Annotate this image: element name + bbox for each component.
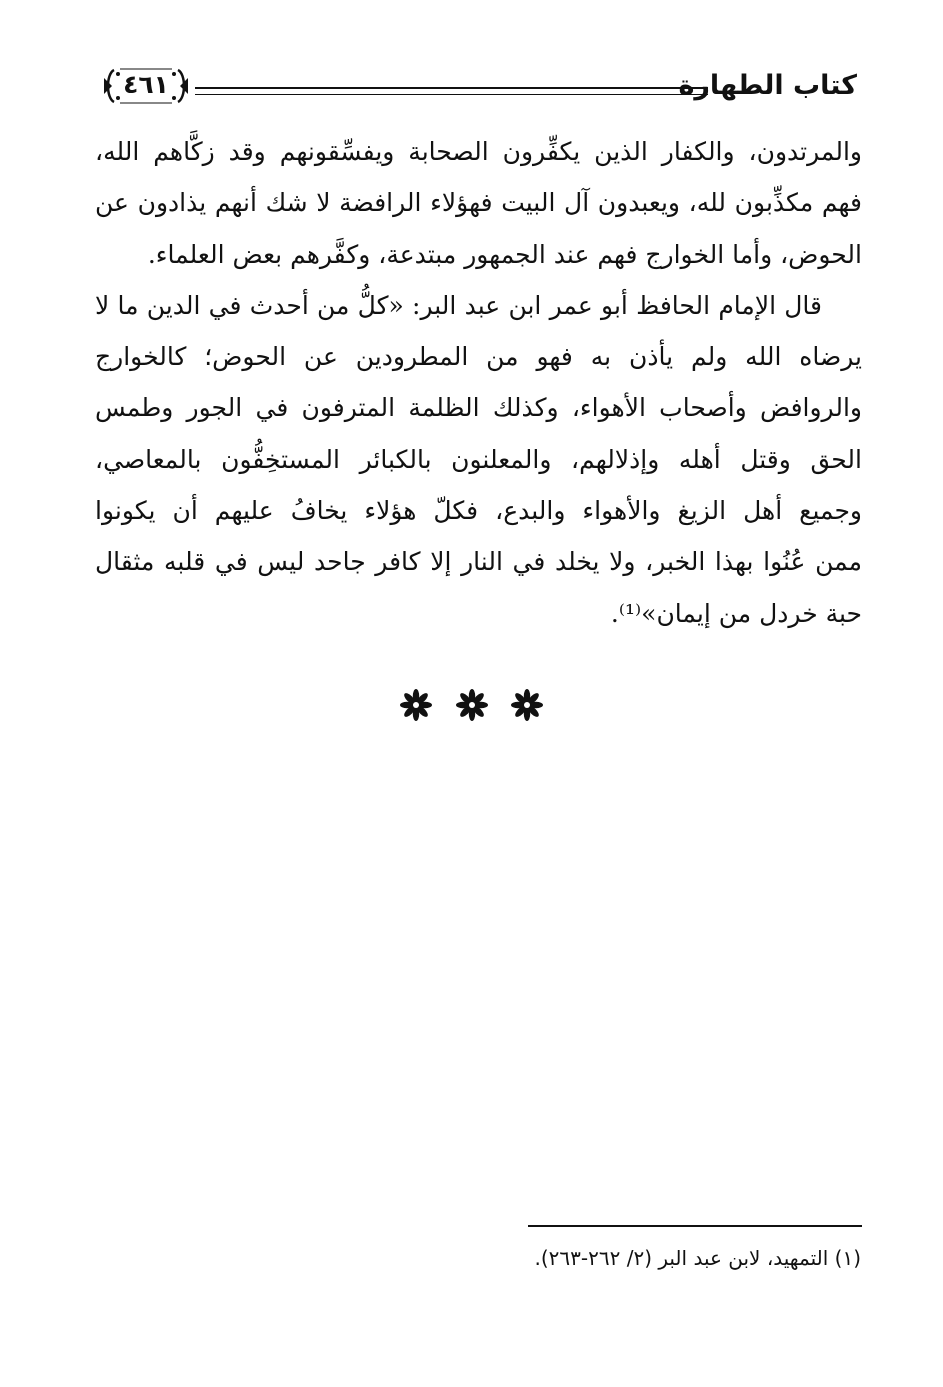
text-line: يرضاه الله ولم يأذن به فهو من المطرودين عن الحوض؛ كالخوارج xyxy=(95,342,862,372)
text-line: قال الإمام الحافظ أبو عمر ابن عبد البر: «كلُّ من أحدث في الدين ما لا xyxy=(95,290,822,320)
running-header-title: كتاب الطهارة xyxy=(678,70,857,101)
page-number: ٤٦١ xyxy=(123,70,169,99)
footnote: (١) التمهيد، لابن عبد البر (٢/ ٢٦٢-٢٦٣). xyxy=(534,1246,861,1270)
text-line: والمرتدون، والكفار الذين يكفِّرون الصحابة ويفسِّقونهم وقد زكَّاهم الله، xyxy=(95,137,862,166)
flower-star-icon xyxy=(455,688,489,722)
main-text xyxy=(95,126,862,639)
text-line: حبة خردل من إيمان»⁽¹⁾. xyxy=(610,598,862,628)
text-line: وجميع أهل الزيغ والأهواء والبدع، فكلّ هؤلاء يخافُ عليهم أن يكونوا xyxy=(95,496,862,526)
flower-star-icon xyxy=(399,688,433,722)
text-line: فهم مكذِّبون لله، ويعبدون آل البيت فهؤلاء الرافضة لا شك أنهم يذادون عن xyxy=(95,188,862,218)
text-line: ممن عُنُوا بهذا الخبر، ولا يخلد في النار إلا كافر جاحد ليس في قلبه مثقال xyxy=(95,547,862,577)
text-line: الحوض، وأما الخوارج فهم عند الجمهور مبتدعة، وكفَّرهم بعض العلماء. xyxy=(147,239,862,269)
header-rule xyxy=(195,87,708,95)
text-line: والروافض وأصحاب الأهواء، وكذلك الظلمة المترفون في الجور وطمس xyxy=(95,393,862,423)
footnote-rule xyxy=(528,1225,862,1227)
flower-star-icon xyxy=(510,688,544,722)
text-line: الحق وقتل أهله وإذلالهم، والمعلنون بالكبائر المستخِفُّون بالمعاصي، xyxy=(95,444,862,474)
page-number-frame xyxy=(100,66,192,106)
section-separator xyxy=(0,688,943,726)
